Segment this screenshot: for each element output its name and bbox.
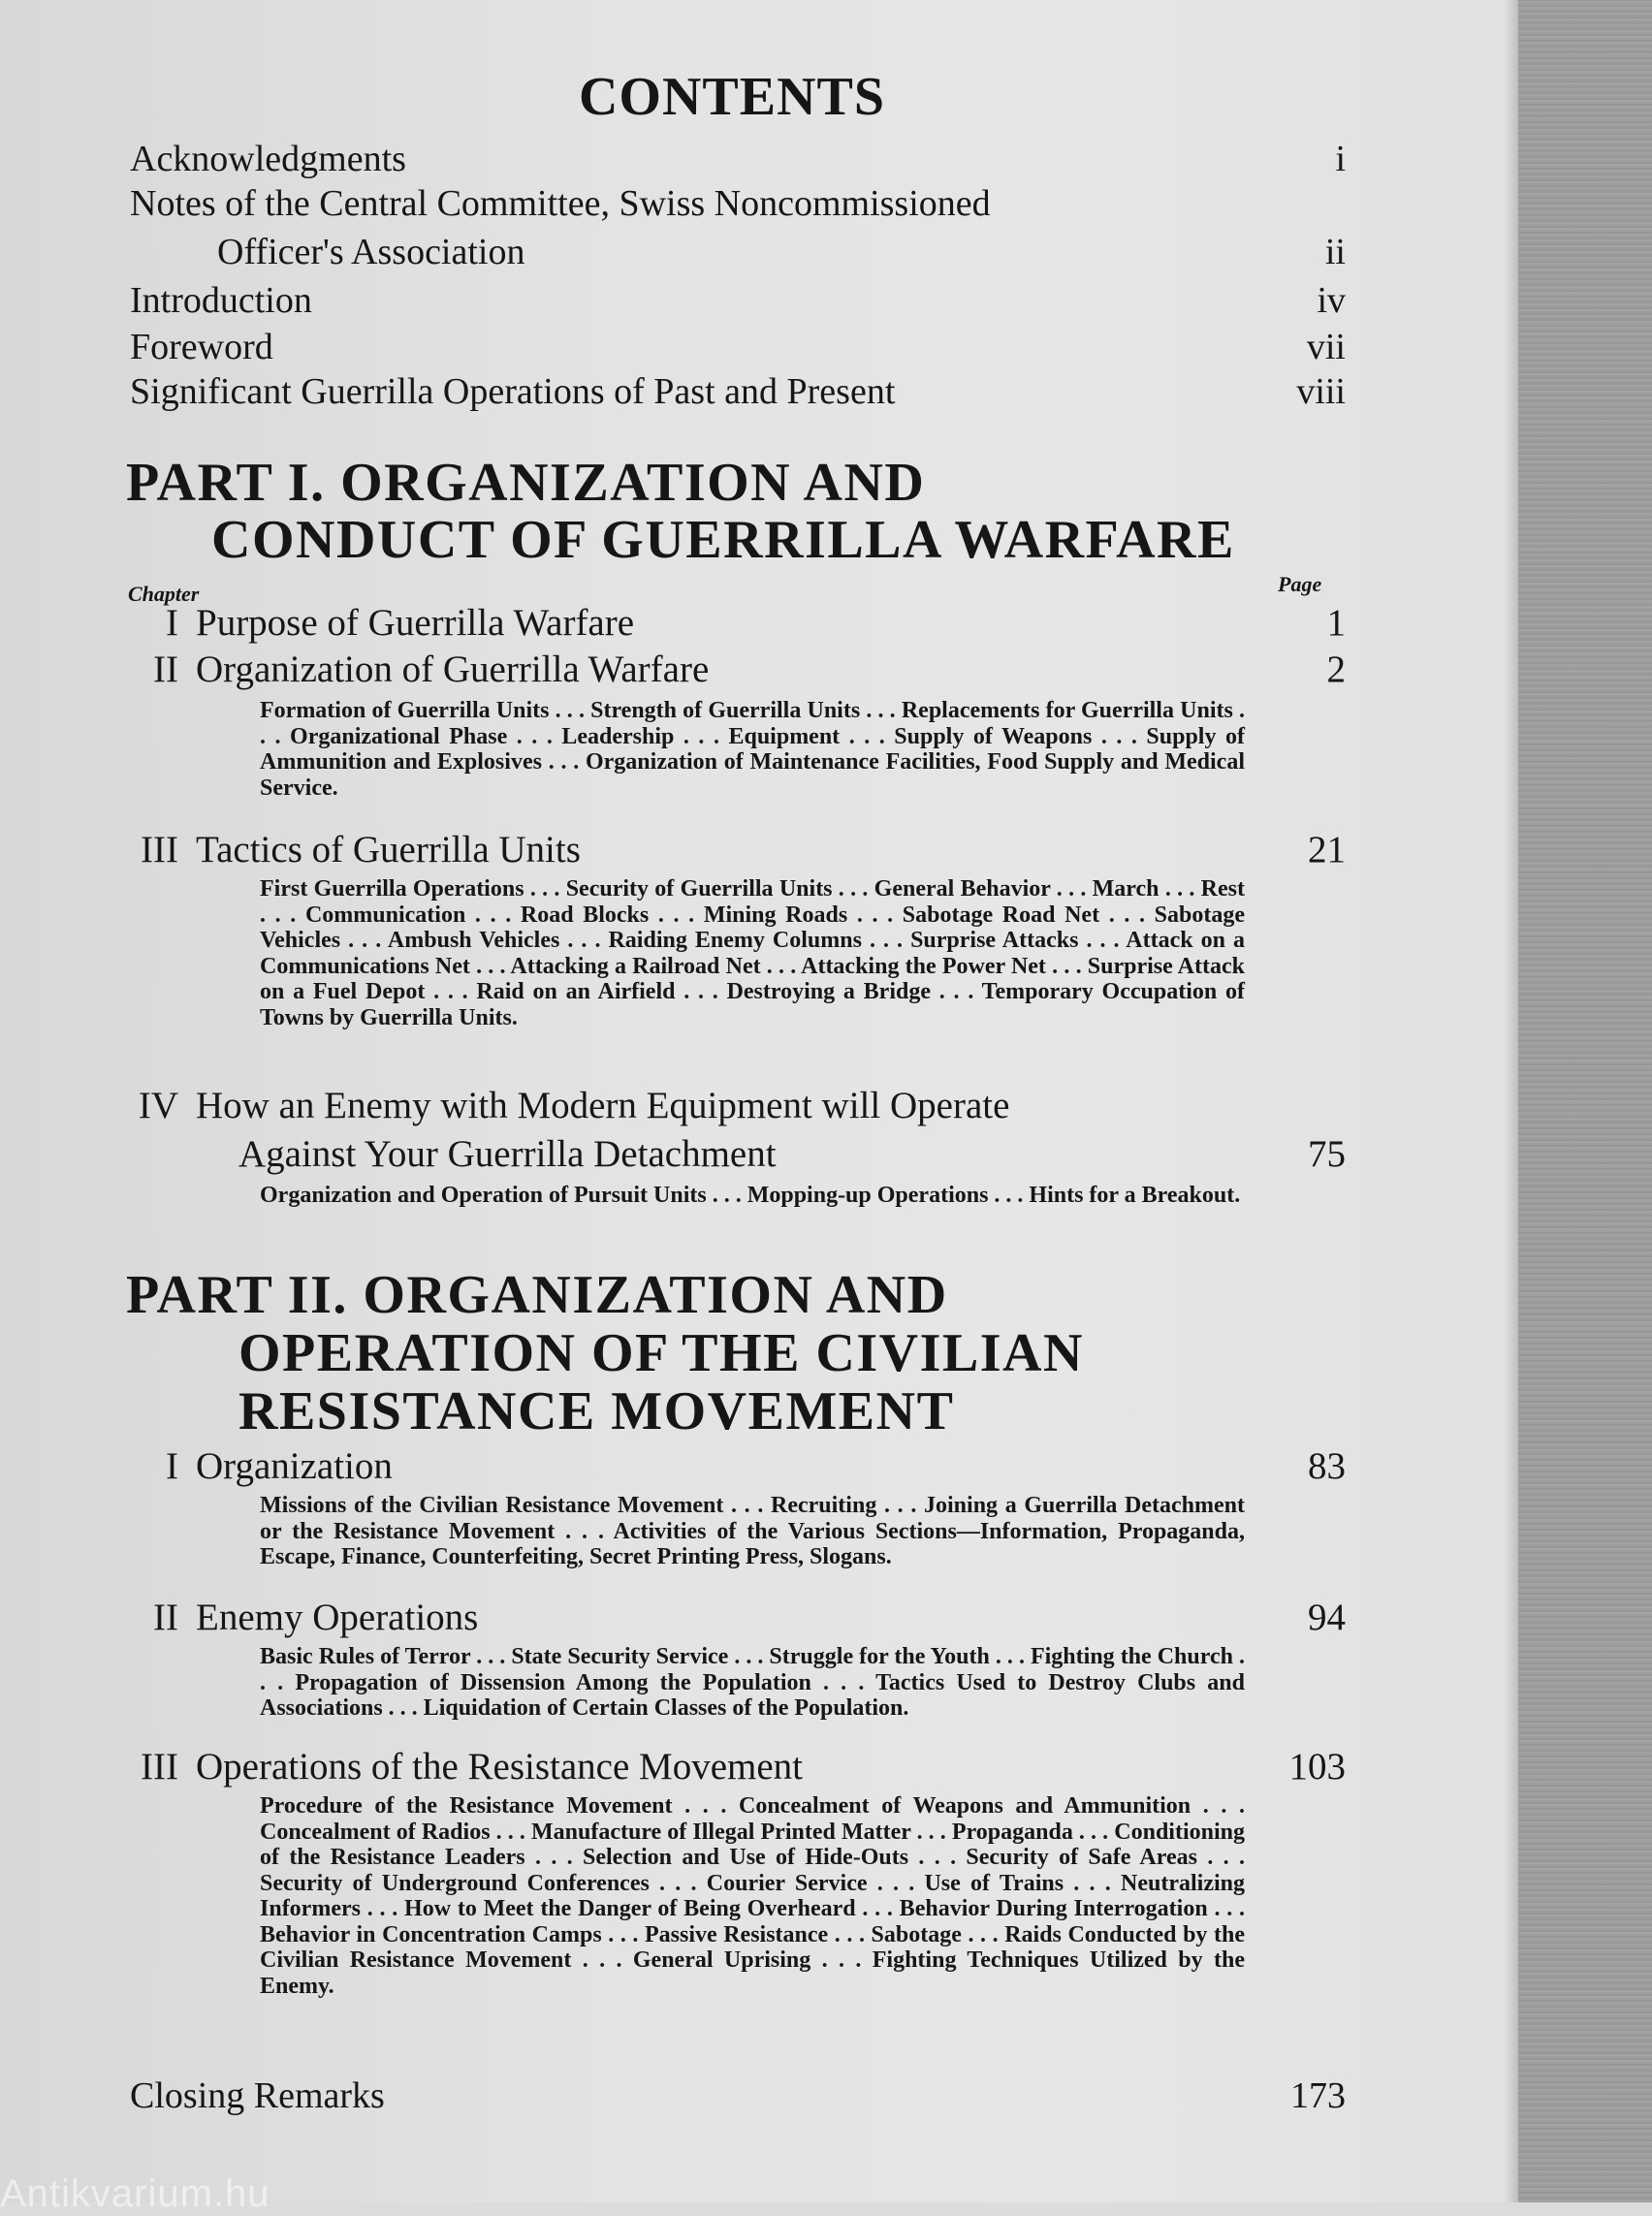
part2-heading-line1: PART II. ORGANIZATION AND: [126, 1265, 948, 1325]
chapter-column-header: Chapter: [128, 582, 200, 606]
toc-entry-acknowledgments: [130, 138, 1346, 180]
part1-heading-line1: PART I. ORGANIZATION AND: [126, 453, 926, 513]
chapter-row: [126, 1596, 1346, 1640]
contents-title: CONTENTS: [578, 67, 886, 127]
chapter-description: Organization and Operation of Pursuit Units . . . Mopping-up Operations . . . Hints for a Breakout.: [260, 1183, 1241, 1208]
chapter-page-row: [126, 1132, 1346, 1177]
entry-label: Foreword: [130, 327, 273, 367]
chapter-numeral: II: [153, 1597, 178, 1638]
page-column-header: Page: [1278, 572, 1322, 596]
entry-page: i: [1335, 139, 1346, 179]
chapter-page: 1: [1326, 602, 1346, 644]
chapter-page: 103: [1288, 1746, 1346, 1788]
entry-label: Closing Remarks: [130, 2075, 385, 2116]
chapter-row: [126, 1745, 1346, 1789]
chapter-page: 21: [1308, 829, 1346, 871]
entry-page: vii: [1306, 327, 1346, 367]
chapter-row: [126, 1084, 1346, 1128]
chapter-title: Operations of the Resistance Movement: [196, 1746, 803, 1788]
toc-entry-notes: [130, 182, 1346, 225]
chapter-title: Tactics of Guerrilla Units: [196, 829, 581, 871]
entry-label: Acknowledgments: [130, 139, 406, 179]
entry-label: Officer's Association: [217, 232, 525, 272]
entry-page: ii: [1324, 232, 1346, 272]
watermark-text: Antikvarium.hu: [0, 2172, 270, 2215]
entry-page: 173: [1290, 2075, 1346, 2116]
chapter-title-continued: Against Your Guerrilla Detachment: [238, 1133, 777, 1175]
chapter-row: [126, 601, 1346, 646]
chapter-page: 2: [1326, 649, 1346, 690]
chapter-description: Missions of the Civilian Resistance Movement . . . Recruiting . . . Joining a Guerrilla Detachment or the Resistance Movement . . . Activities of the Various Sections—Information, Propaganda, Escape, Finance, Counterfeiting, Secret Printing Press, Slogans.: [260, 1493, 1245, 1569]
toc-entry-notes-continued: [130, 231, 1346, 273]
chapter-title: Purpose of Guerrilla Warfare: [196, 602, 635, 644]
toc-entry-introduction: [130, 279, 1346, 322]
entry-page: viii: [1296, 371, 1346, 412]
chapter-page: 83: [1308, 1445, 1346, 1487]
chapter-description: Procedure of the Resistance Movement . . . Concealment of Weapons and Ammunition . . . Concealment of Radios . . . Manufacture of Illegal Printed Matter . . . Propaganda . . . Conditioning of the Resistance Leaders . . . Selection and Use of Hide-Outs . . . Security of Safe Areas . . . Security of Underground Conferences . . . Courier Service . . . Use of Trains . . . Neutralizing Informers . . . How to Meet the Danger of Being Overheard . . . Behavior During Interrogation . . . Behavior in Concentration Camps . . . Passive Resistance . . . Sabotage . . . Raids Conducted by the Civilian Resistance Movement . . . General Uprising . . . Fighting Techniques Utilized by the Enemy.: [260, 1793, 1245, 1999]
chapter-numeral: I: [166, 602, 178, 644]
chapter-numeral: III: [141, 829, 178, 871]
chapter-description: Basic Rules of Terror . . . State Security Service . . . Struggle for the Youth . . . Fighting the Church . . . Propagation of Dissension Among the Population . . . Tactics Used to Destroy Clubs and Associations . . . Liquidation of Certain Classes of the Population.: [260, 1644, 1245, 1721]
entry-label: Notes of the Central Committee, Swiss Noncommissioned: [130, 183, 991, 224]
chapter-title: How an Enemy with Modern Equipment will Operate: [196, 1085, 1010, 1126]
chapter-page: 94: [1308, 1597, 1346, 1638]
chapter-numeral: II: [153, 649, 178, 690]
chapter-numeral: III: [141, 1746, 178, 1788]
chapter-row: [126, 1444, 1346, 1489]
part1-heading-line2: CONDUCT OF GUERRILLA WARFARE: [211, 510, 1235, 570]
chapter-numeral: IV: [138, 1085, 178, 1126]
chapter-page: 75: [1308, 1133, 1346, 1175]
part2-heading-line3: RESISTANCE MOVEMENT: [238, 1381, 955, 1441]
adjacent-page-strip: [1518, 0, 1652, 2202]
chapter-title: Organization: [196, 1445, 393, 1487]
part2-heading-line2: OPERATION OF THE CIVILIAN: [238, 1323, 1084, 1383]
chapter-title: Enemy Operations: [196, 1597, 479, 1638]
toc-entry-significant-operations: [130, 370, 1346, 413]
chapter-description: Formation of Guerrilla Units . . . Strength of Guerrilla Units . . . Replacements for Guerrilla Units . . . Organizational Phase . . . Leadership . . . Equipment . . . Supply of Weapons . . . Supply of Ammunition and Explosives . . . Organization of Maintenance Facilities, Food Supply and Medical Service.: [260, 698, 1245, 801]
chapter-row: [126, 828, 1346, 872]
chapter-row: [126, 648, 1346, 692]
entry-label: Significant Guerrilla Operations of Past and Present: [130, 371, 896, 412]
entry-page: iv: [1317, 280, 1346, 321]
chapter-title: Organization of Guerrilla Warfare: [196, 649, 710, 690]
entry-label: Introduction: [130, 280, 312, 321]
chapter-numeral: I: [166, 1445, 178, 1487]
chapter-description: First Guerrilla Operations . . . Security of Guerrilla Units . . . General Behavior . . . March . . . Rest . . . Communication . . . Road Blocks . . . Mining Roads . . . Sabotage Road Net . . . Sabotage Vehicles . . . Ambush Vehicles . . . Raiding Enemy Columns . . . Surprise Attacks . . . Attack on a Communications Net . . . Attacking a Railroad Net . . . Attacking the Power Net . . . Surprise Attack on a Fuel Depot . . . Raid on an Airfield . . . Destroying a Bridge . . . Temporary Occupation of Towns by Guerrilla Units.: [260, 876, 1245, 1030]
toc-entry-closing-remarks: [130, 2074, 1346, 2117]
toc-entry-foreword: [130, 326, 1346, 368]
